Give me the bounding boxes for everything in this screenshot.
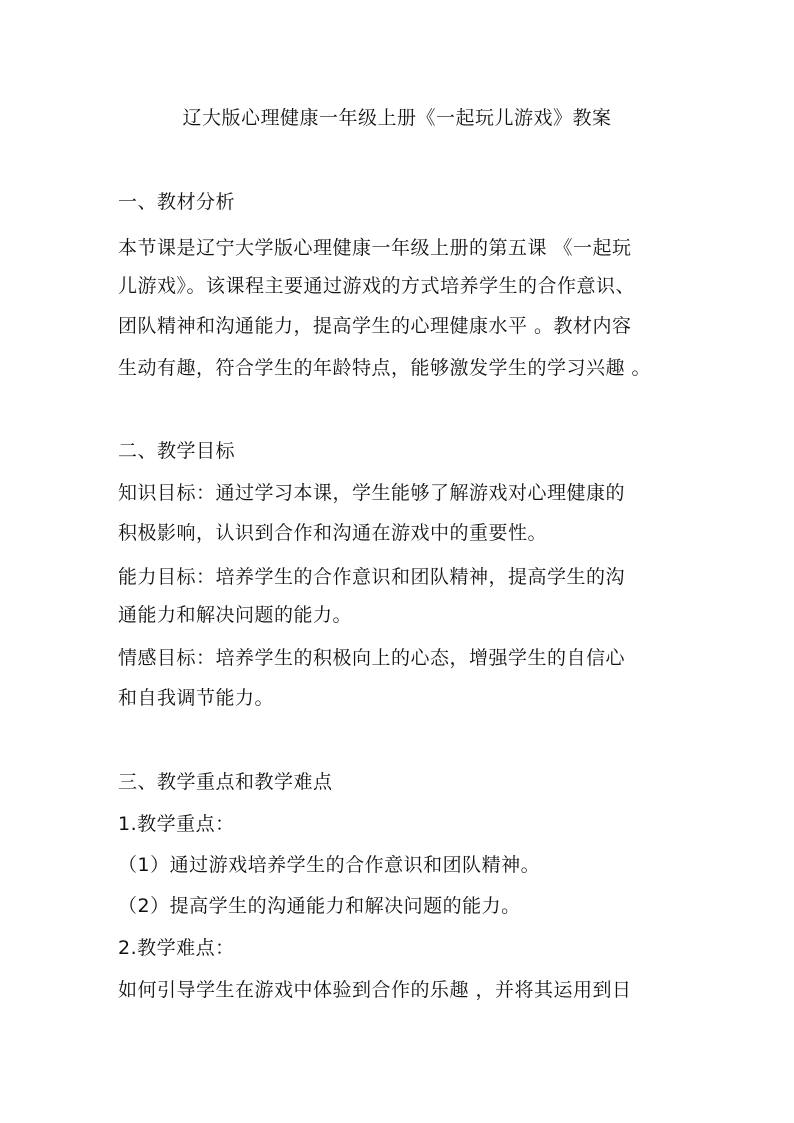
paragraph-line: 通能力和解决问题的能力。 [118, 604, 353, 626]
paragraph-line: 积极影响，认识到合作和沟通在游戏中的重要性。 [118, 522, 548, 544]
paragraph-line: 知识目标：通过学习本课，学生能够了解游戏对心理健康的 [118, 482, 626, 504]
paragraph-line: 本节课是辽宁大学版心理健康一年级上册的第五课 《一起玩 [118, 237, 632, 259]
document-title: 辽大版心理健康一年级上册《一起玩儿游戏》教案 [182, 107, 612, 129]
section-heading-key-points: 三、教学重点和教学难点 [118, 771, 333, 793]
paragraph-line: 情感目标：培养学生的积极向上的心态，增强学生的自信心 [118, 647, 626, 669]
section-heading-textbook-analysis: 一、教材分析 [118, 191, 236, 213]
list-item: （2）提高学生的沟通能力和解决问题的能力。 [118, 895, 521, 917]
paragraph-line: 儿游戏》。该课程主要通过游戏的方式培养学生的合作意识、 [118, 275, 636, 297]
section-heading-teaching-goals: 二、教学目标 [118, 440, 236, 462]
paragraph-line: 如何引导学生在游戏中体验到合作的乐趣 ，并将其运用到日 [118, 979, 632, 1001]
paragraph-line: 生动有趣，符合学生的年龄特点，能够激发学生的学习兴趣 。 [118, 357, 652, 379]
subheading-difficulties: 2.教学难点： [118, 937, 235, 959]
subheading-key-points: 1.教学重点： [118, 813, 235, 835]
paragraph-line: 团队精神和沟通能力，提高学生的心理健康水平 。教材内容 [118, 315, 632, 337]
paragraph-line: 和自我调节能力。 [118, 687, 275, 709]
paragraph-line: 能力目标：培养学生的合作意识和团队精神，提高学生的沟 [118, 566, 626, 588]
list-item: （1）通过游戏培养学生的合作意识和团队精神。 [118, 854, 541, 876]
